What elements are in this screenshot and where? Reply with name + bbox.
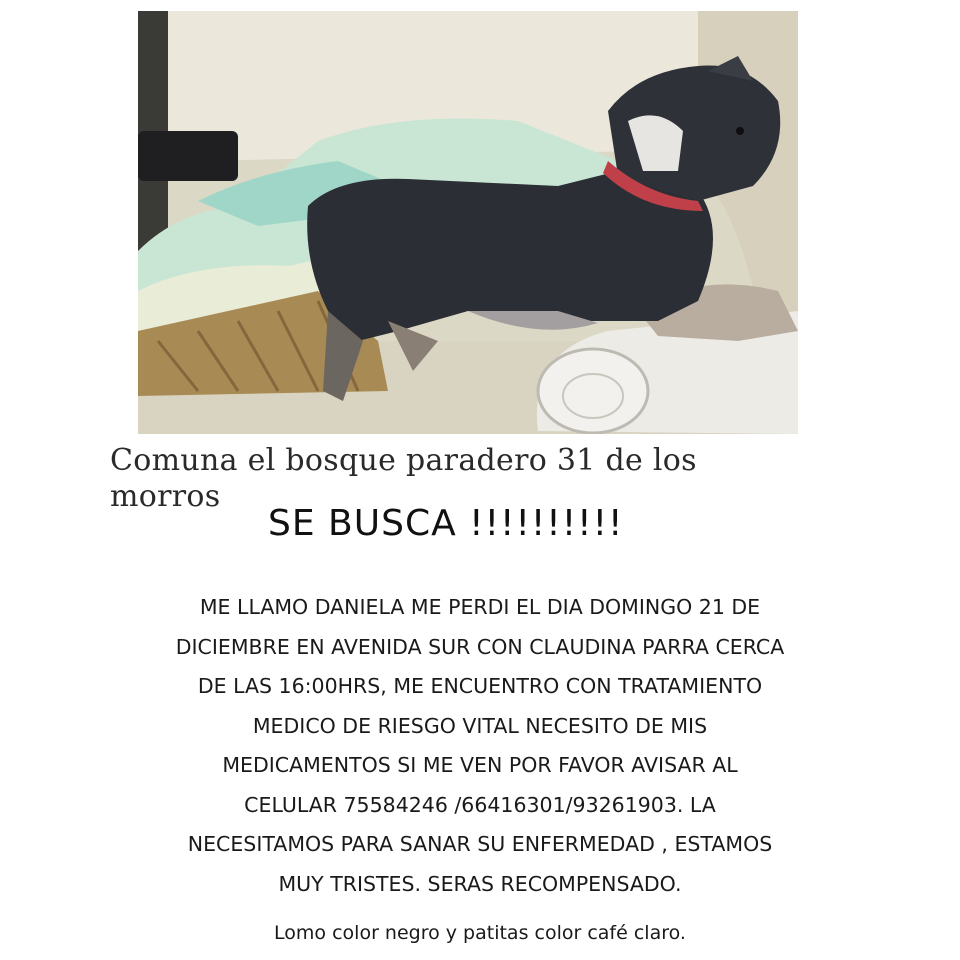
body-line-6: CELULAR 75584246 /66416301/93261903. LA [244, 792, 716, 817]
body-line-7: NECESITAMOS PARA SANAR SU ENFERMEDAD , ESTAMOS [187, 832, 773, 856]
dog-photo [138, 11, 798, 434]
headline: SE BUSCA !!!!!!!!!! [268, 503, 624, 544]
dog-description: Lomo color negro y patitas color café claro. [274, 922, 686, 944]
body-line-1: ME LLAMO DANIELA ME PERDI EL DIA DOMINGO 21 DE [199, 595, 761, 619]
body-line-4: MEDICO DE RIESGO VITAL NECESITO DE MIS [252, 713, 708, 738]
body-line-5: MEDICAMENTOS SI ME VEN POR FAVOR AVISAR AL [222, 753, 738, 777]
location-line-2: morros [110, 479, 221, 514]
body-line-8: MUY TRISTES. SERAS RECOMPENSADO. [278, 871, 682, 896]
body-line-2: DICIEMBRE EN AVENIDA SUR CON CLAUDINA PARRA CERCA [175, 634, 785, 659]
body-line-3: DE LAS 16:00HRS, ME ENCUENTRO CON TRATAMIENTO [197, 674, 763, 698]
location-line-1: Comuna el bosque paradero 31 de los [110, 443, 697, 478]
body-text [120, 588, 840, 904]
